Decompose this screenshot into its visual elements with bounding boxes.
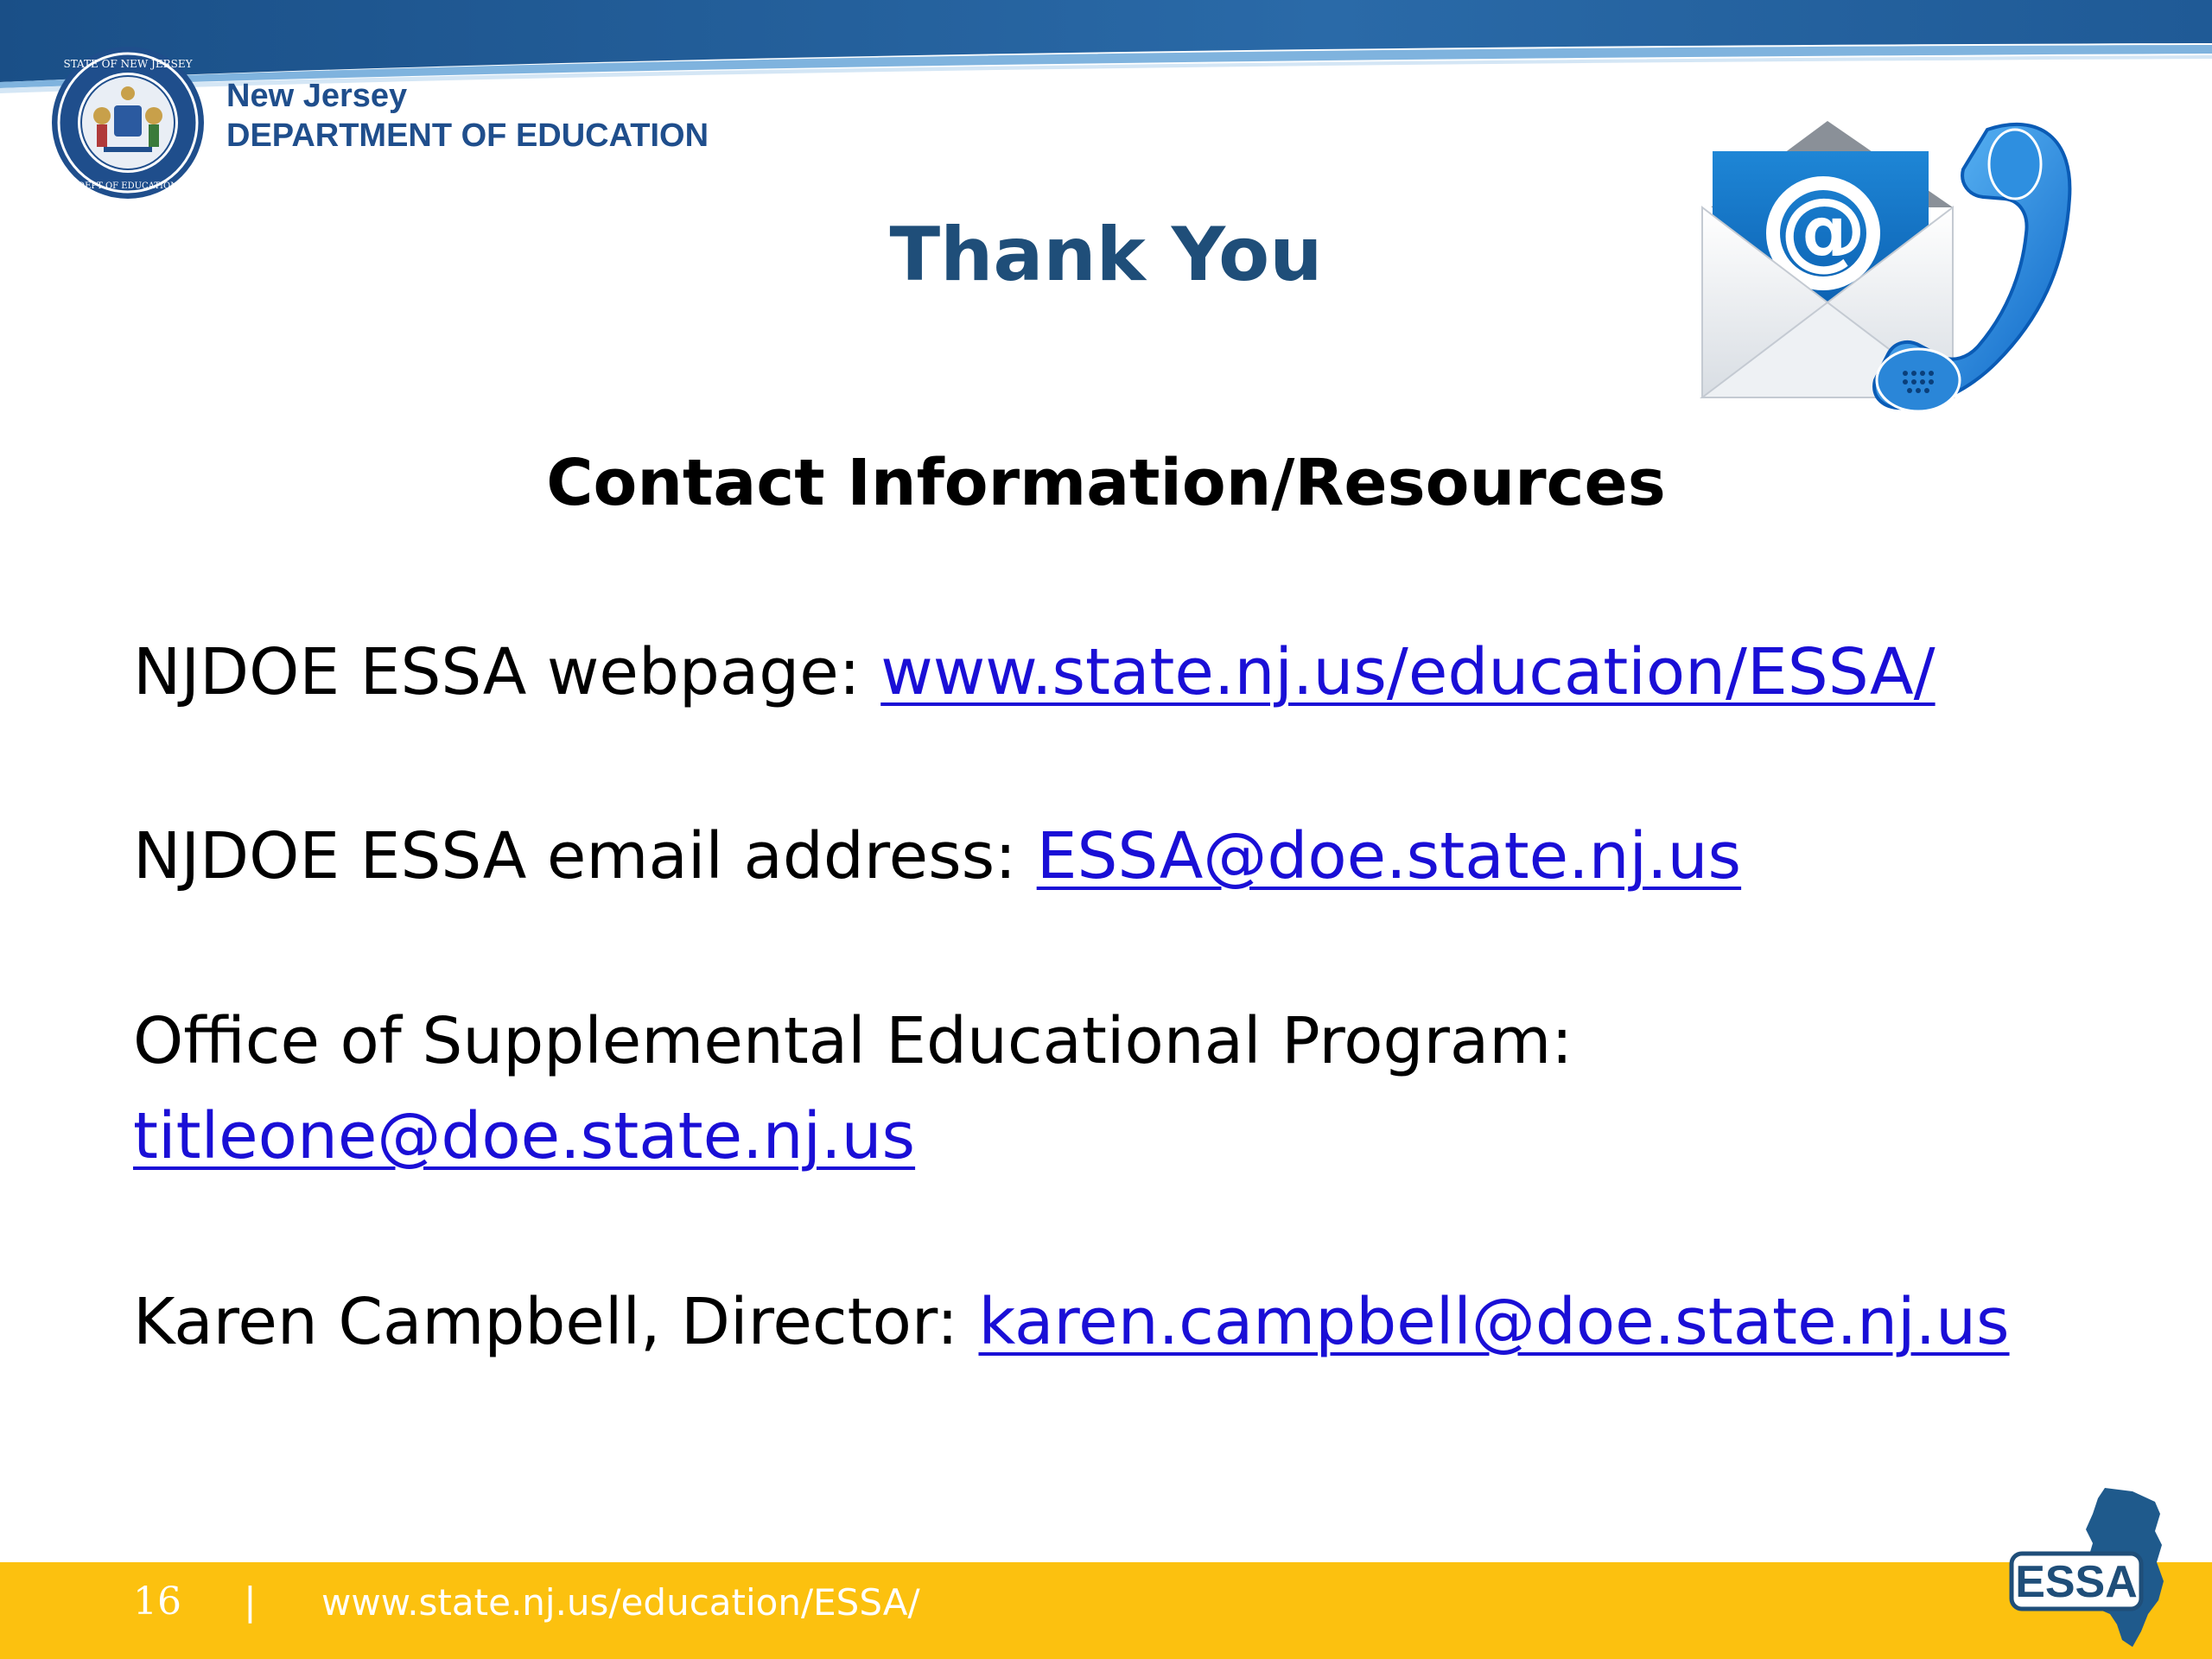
- webpage-link[interactable]: www.state.nj.us/education/ESSA/: [880, 635, 1936, 709]
- contact-line-webpage: [133, 635, 1936, 709]
- contact-line-director: [133, 1285, 2010, 1359]
- contact-line-office-email: [133, 1099, 915, 1173]
- footer-url: www.state.nj.us/education/ESSA/: [321, 1581, 920, 1624]
- department-name: [226, 79, 709, 152]
- contact-label: Karen Campbell, Director:: [133, 1285, 979, 1359]
- page-number: 16: [133, 1580, 181, 1624]
- state-seal-logo: [50, 45, 206, 200]
- org-line-1: New Jersey: [226, 78, 408, 114]
- footer-separator: |: [244, 1580, 257, 1624]
- slide-title: Thank You: [889, 212, 1323, 298]
- email-phone-icon: [1694, 104, 2082, 467]
- director-email-link[interactable]: karen.campbell@doe.state.nj.us: [978, 1285, 2010, 1359]
- svg-text:@: @: [1780, 179, 1866, 280]
- essa-logo: [2003, 1479, 2176, 1652]
- contact-label: NJDOE ESSA email address:: [133, 819, 1037, 893]
- contact-label: Office of Supplemental Educational Program:: [133, 1004, 1573, 1078]
- essa-logo-text: ESSA: [2015, 1557, 2138, 1607]
- svg-text:DEPT OF EDUCATION: DEPT OF EDUCATION: [78, 181, 178, 191]
- essa-email-link[interactable]: ESSA@doe.state.nj.us: [1036, 819, 1742, 893]
- org-line-2: DEPARTMENT OF EDUCATION: [226, 118, 709, 154]
- contact-line-email: [133, 819, 1741, 893]
- titleone-email-link[interactable]: titleone@doe.state.nj.us: [133, 1099, 916, 1173]
- slide-subtitle: Contact Information/Resources: [546, 446, 1666, 520]
- contact-label: NJDOE ESSA webpage:: [133, 635, 881, 709]
- svg-text:STATE OF NEW JERSEY: STATE OF NEW JERSEY: [63, 58, 193, 70]
- contact-line-office: [133, 1004, 1573, 1078]
